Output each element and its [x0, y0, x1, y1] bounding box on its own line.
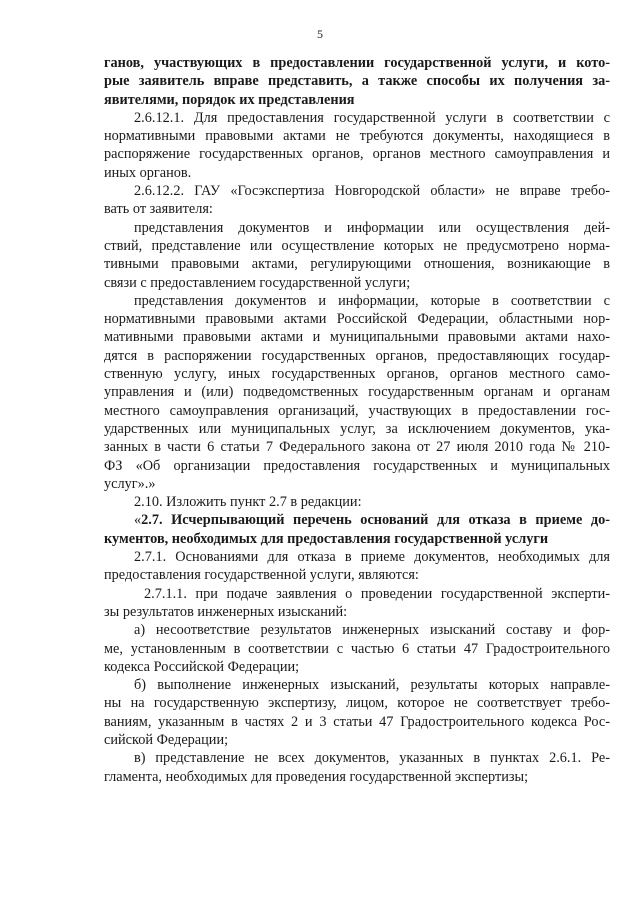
text-line: 2.6.12.1. Для предоставления государственной услуги в соответствии с [134, 109, 610, 126]
text-line: ствий, представление или осуществление которых не предусмотрено норма- [104, 237, 610, 254]
text-line: явителями, порядок их представления [104, 91, 355, 108]
text-line: кодекса Российской Федерации; [104, 658, 300, 675]
text-line: дятся в распоряжении государственных органов, предоставляющих государ- [104, 347, 610, 364]
text-line: а) несоответствие результатов инженерных изысканий составу и фор- [134, 622, 610, 639]
text-line: занных в части 6 статьи 7 Федерального закона от 27 июля 2010 года № 210- [104, 439, 610, 456]
text-line: 2.10. Изложить пункт 2.7 в редакции: [134, 494, 362, 511]
quote-mark: « [134, 512, 142, 529]
text-line: 2.7.1. Основаниями для отказа в приеме документов, необходимых для [134, 549, 610, 566]
text-line: вать от заявителя: [104, 201, 213, 218]
text-line: в) представление не всех документов, указанных в пунктах 2.6.1. Ре- [134, 750, 610, 767]
text-line: представления документов и информации, которые в соответствии с [134, 292, 610, 309]
page-number: 5 [317, 27, 323, 41]
text-line: 2.7.1.1. при подаче заявления о проведении государственной эксперти- [144, 585, 610, 602]
text-line: б) выполнение инженерных изысканий, результаты которых направле- [134, 677, 610, 694]
text-line: нормативными правовыми актами Российской Федерации, областными нор- [104, 311, 610, 328]
text-line: ганов, участвующих в предоставлении государственной услуги, и кото- [104, 55, 610, 71]
text-line: распоряжение государственных органов, органов местного самоуправления и [104, 146, 610, 163]
text-line: ФЗ «Об организации предоставления государственных и муниципальных [104, 457, 610, 474]
text-line: гламента, необходимых для проведения государственной экспертизы; [104, 768, 529, 785]
text-line: управления и (или) подведомственных государственным органам и органам [104, 384, 610, 401]
bold-heading-text: 2.7. Исчерпывающий перечень оснований для отказа в приеме до- [141, 512, 610, 529]
text-line: предоставления государственной услуги, являются: [104, 567, 419, 584]
text-line: ственную услугу, иных государственных органов, органов местного само- [104, 366, 610, 383]
document-body [104, 54, 610, 786]
text-line: представления документов и информации или осуществления дей- [134, 219, 610, 236]
text-line: 2.6.12.2. ГАУ «Госэкспертиза Новгородской области» не вправе требо- [134, 183, 610, 200]
text-line: зы результатов инженерных изысканий: [104, 603, 348, 620]
text-line: ны на государственную экспертизу, лицом, которое не соответствует требо- [104, 695, 610, 712]
text-line: услуг».» [104, 475, 156, 492]
text-line [104, 511, 610, 529]
text-line: нормативными правовыми актами не требуются документы, находящиеся в [104, 128, 610, 145]
text-line: ударственных или муниципальных услуг, за исключением документов, ука- [104, 420, 610, 437]
text-line: мативными правовыми актами и муниципальными правовыми актами нахо- [104, 329, 610, 346]
text-line: связи с предоставлением государственной услуги; [104, 274, 411, 291]
text-line: иных органов. [104, 164, 192, 181]
text-line: кументов, необходимых для предоставления государственной услуги [104, 530, 549, 547]
text-line: местного самоуправления организаций, участвующих в предоставлении гос- [104, 402, 610, 419]
text-line: тивными правовыми актами, регулирующими отношения, возникающие в [104, 256, 610, 273]
text-line: рые заявитель вправе представить, а также способы их получения за- [104, 73, 610, 90]
text-line: сийской Федерации; [104, 731, 229, 748]
text-line: ваниям, указанным в частях 2 и 3 статьи 47 Градостроительного кодекса Рос- [104, 713, 610, 730]
text-line: ме, установленным в соответствии с частью 6 статьи 47 Градостроительного [104, 640, 610, 657]
